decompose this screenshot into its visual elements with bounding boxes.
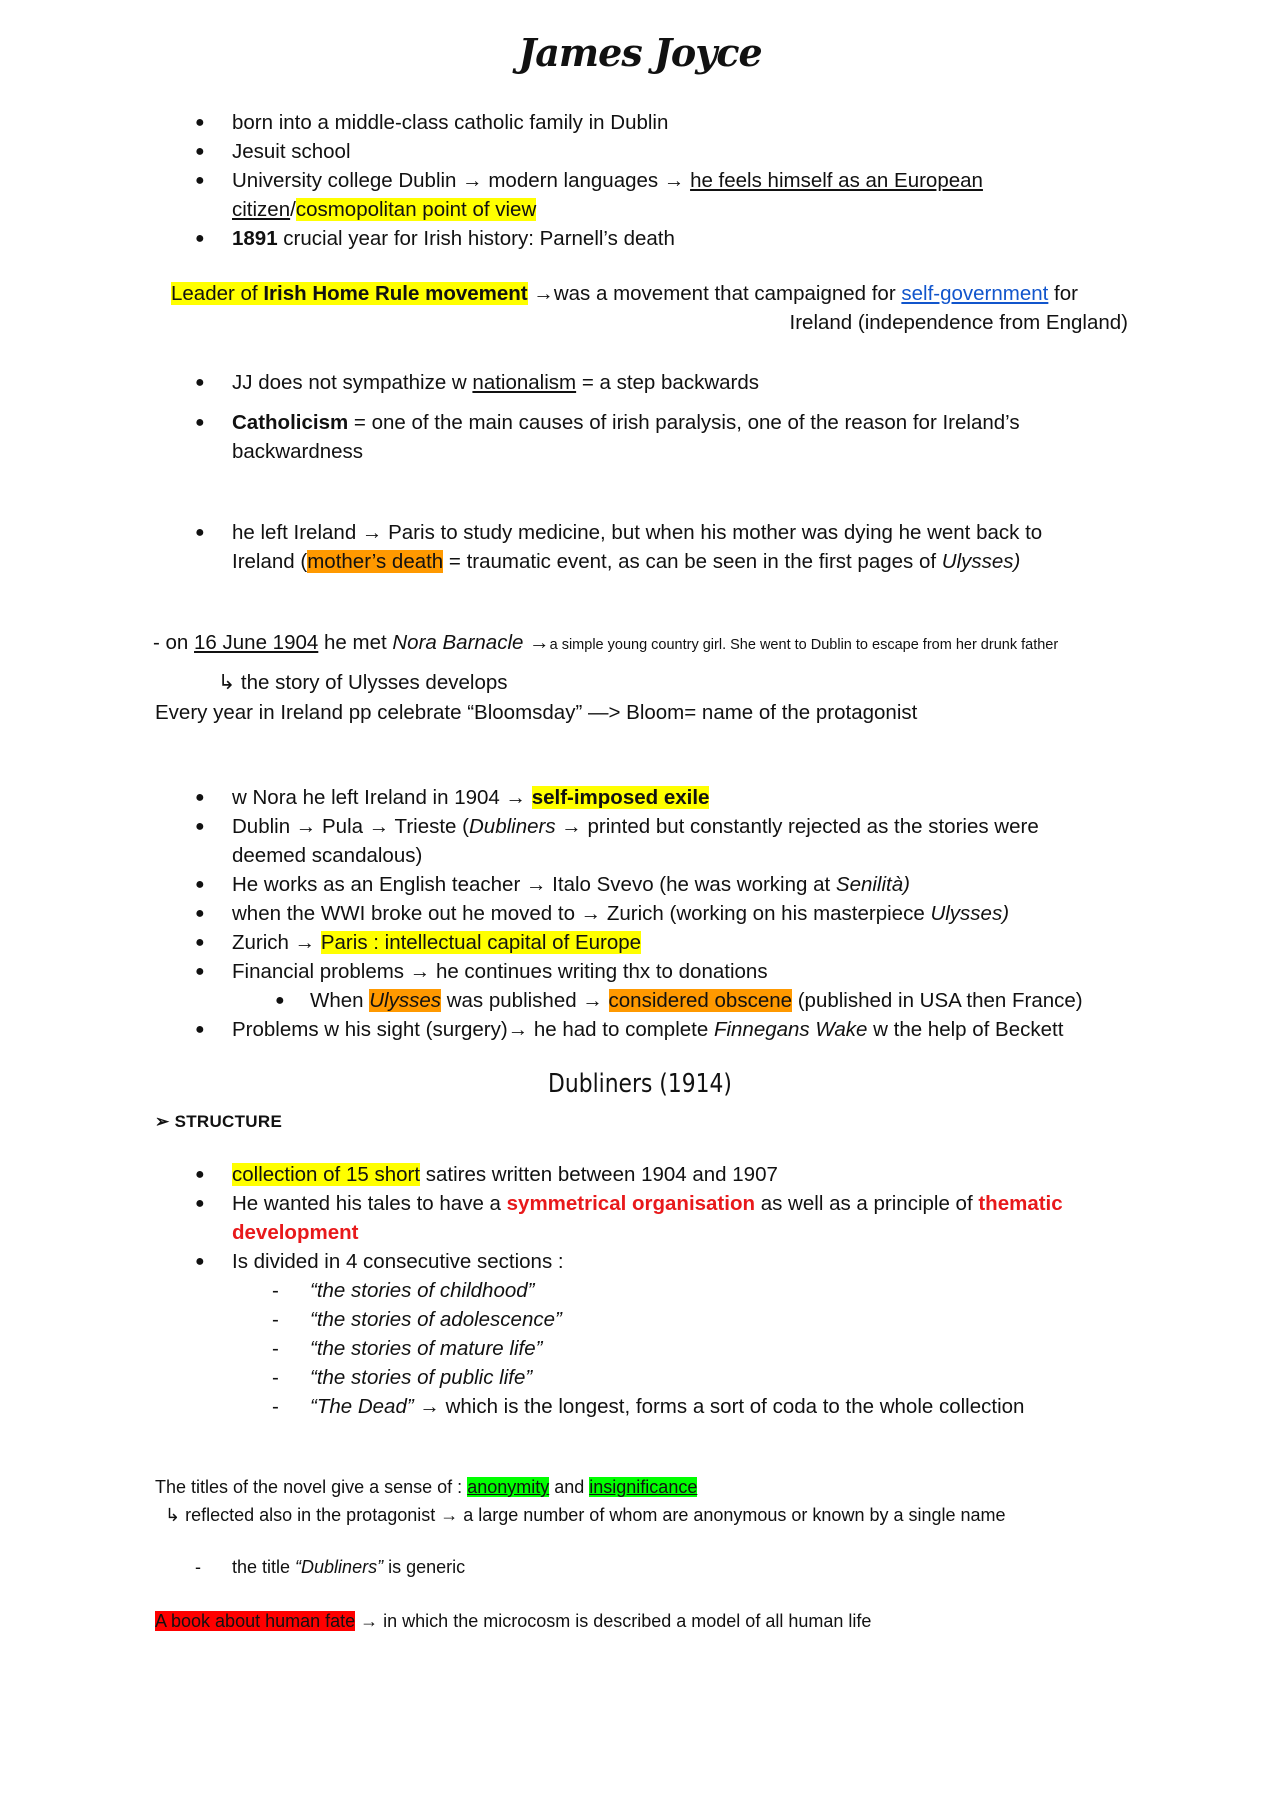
list-item: w Nora he left Ireland in 1904 → self-imposed exile (232, 786, 710, 809)
bullet-icon: ● (195, 876, 205, 893)
bullet-icon: ● (195, 1021, 205, 1038)
bullet-icon: ● (195, 374, 205, 391)
paragraph: ↳ reflected also in the protagonist → a large number of whom are anonymous or known by a single name (165, 1505, 1006, 1525)
bullet-icon: ● (195, 1166, 205, 1183)
list-item: Catholicism = one of the main causes of irish paralysis, one of the reason for Ireland’s (232, 411, 1020, 434)
bullet-icon: ● (195, 934, 205, 951)
highlight: Ulysses (369, 989, 442, 1012)
paragraph: ↳ the story of Ulysses develops (218, 671, 508, 694)
list-item: born into a middle-class catholic family in Dublin (232, 111, 669, 134)
highlight: considered obscene (608, 989, 793, 1012)
dash-marker: - (272, 1308, 279, 1331)
bullet-icon: ● (195, 172, 205, 189)
sub-list-item: “The Dead” → which is the longest, forms a sort of coda to the whole collection (310, 1395, 1025, 1418)
highlight: insignificance (589, 1477, 698, 1497)
structure-label: ➢ STRUCTURE (155, 1112, 283, 1131)
sub-list-item: “the stories of childhood” (310, 1279, 535, 1302)
list-item: JJ does not sympathize w nationalism = a step backwards (232, 371, 760, 394)
bullet-icon: ● (195, 230, 205, 247)
bullet-icon: ● (195, 789, 205, 806)
dash-marker: - (272, 1395, 279, 1418)
list-item: 1891 crucial year for Irish history: Parnell’s death (232, 227, 675, 250)
list-item: collection of 15 short satires written between 1904 and 1907 (232, 1163, 778, 1186)
dash-marker: - (272, 1279, 279, 1302)
list-item: Dublin → Pula → Trieste (Dubliners → printed but constantly rejected as the stories were (232, 815, 1039, 838)
list-item-continuation: development (232, 1221, 359, 1244)
list-item: University college Dublin → modern languages → he feels himself as an European (232, 169, 983, 192)
page-title: James Joyce (518, 30, 762, 75)
list-item-continuation: deemed scandalous) (232, 844, 423, 867)
bullet-icon: ● (275, 992, 285, 1009)
paragraph-continuation: Ireland (independence from England) (789, 311, 1128, 334)
list-item-continuation: backwardness (232, 440, 364, 463)
bullet-icon: ● (195, 963, 205, 980)
bullet-icon: ● (195, 1195, 205, 1212)
paragraph: The titles of the novel give a sense of : anonymity and insignificance (155, 1477, 698, 1497)
paragraph: Leader of Irish Home Rule movement →was a movement that campaigned for self-government for (171, 282, 1078, 305)
highlight: cosmopolitan point of view (295, 198, 537, 221)
self-government-link[interactable]: self-government (901, 282, 1049, 305)
sub-list-item: “the stories of public life” (310, 1366, 533, 1389)
section-heading: Dubliners (1914) (548, 1069, 732, 1099)
bullet-icon: ● (195, 114, 205, 131)
list-item: Jesuit school (232, 140, 351, 163)
list-item: He works as an English teacher → Italo Svevo (he was working at Senilità) (232, 873, 910, 896)
dash-marker: - (272, 1366, 279, 1389)
highlight: collection of 15 short (232, 1163, 421, 1186)
paragraph: A book about human fate → in which the microcosm is described a model of all human life (155, 1611, 872, 1631)
list-item-nested: When Ulysses was published → considered obscene (published in USA then France) (310, 989, 1083, 1012)
highlight: Leader of Irish Home Rule movement (171, 282, 528, 305)
paragraph: - on 16 June 1904 he met Nora Barnacle →a simple young country girl. She went to Dublin to escape from her drunk father (153, 631, 1059, 654)
list-item: Problems w his sight (surgery)→ he had to complete Finnegans Wake w the help of Beckett (232, 1018, 1064, 1041)
list-item: the title “Dubliners” is generic (232, 1557, 466, 1577)
list-item: Zurich → Paris : intellectual capital of Europe (232, 931, 642, 954)
highlight: Paris : intellectual capital of Europe (320, 931, 642, 954)
bullet-icon: ● (195, 524, 205, 541)
highlight: anonymity (467, 1477, 550, 1497)
sub-list-item: “the stories of adolescence” (310, 1308, 562, 1331)
list-item-continuation: citizen/cosmopolitan point of view (232, 198, 537, 221)
dash-marker: - (272, 1337, 279, 1360)
highlight: A book about human fate (155, 1611, 356, 1631)
list-item: when the WWI broke out he moved to → Zurich (working on his masterpiece Ulysses) (232, 902, 1010, 925)
highlight: self-imposed exile (531, 786, 710, 809)
bullet-icon: ● (195, 905, 205, 922)
list-item-continuation: Ireland (mother’s death = traumatic event, as can be seen in the first pages of Ulysses) (232, 550, 1021, 573)
bullet-icon: ● (195, 818, 205, 835)
bullet-icon: ● (195, 414, 205, 431)
dash-marker: - (195, 1557, 201, 1577)
paragraph: Every year in Ireland pp celebrate “Bloomsday” —> Bloom= name of the protagonist (155, 701, 918, 724)
highlight: mother’s death (307, 550, 444, 573)
list-item: Is divided in 4 consecutive sections : (232, 1250, 564, 1273)
bullet-icon: ● (195, 143, 205, 160)
list-item: he left Ireland → Paris to study medicine, but when his mother was dying he went back to (232, 521, 1043, 544)
sub-list-item: “the stories of mature life” (310, 1337, 543, 1360)
bullet-icon: ● (195, 1253, 205, 1270)
list-item: Financial problems → he continues writing thx to donations (232, 960, 768, 983)
list-item: He wanted his tales to have a symmetrical organisation as well as a principle of thematic (232, 1192, 1063, 1215)
